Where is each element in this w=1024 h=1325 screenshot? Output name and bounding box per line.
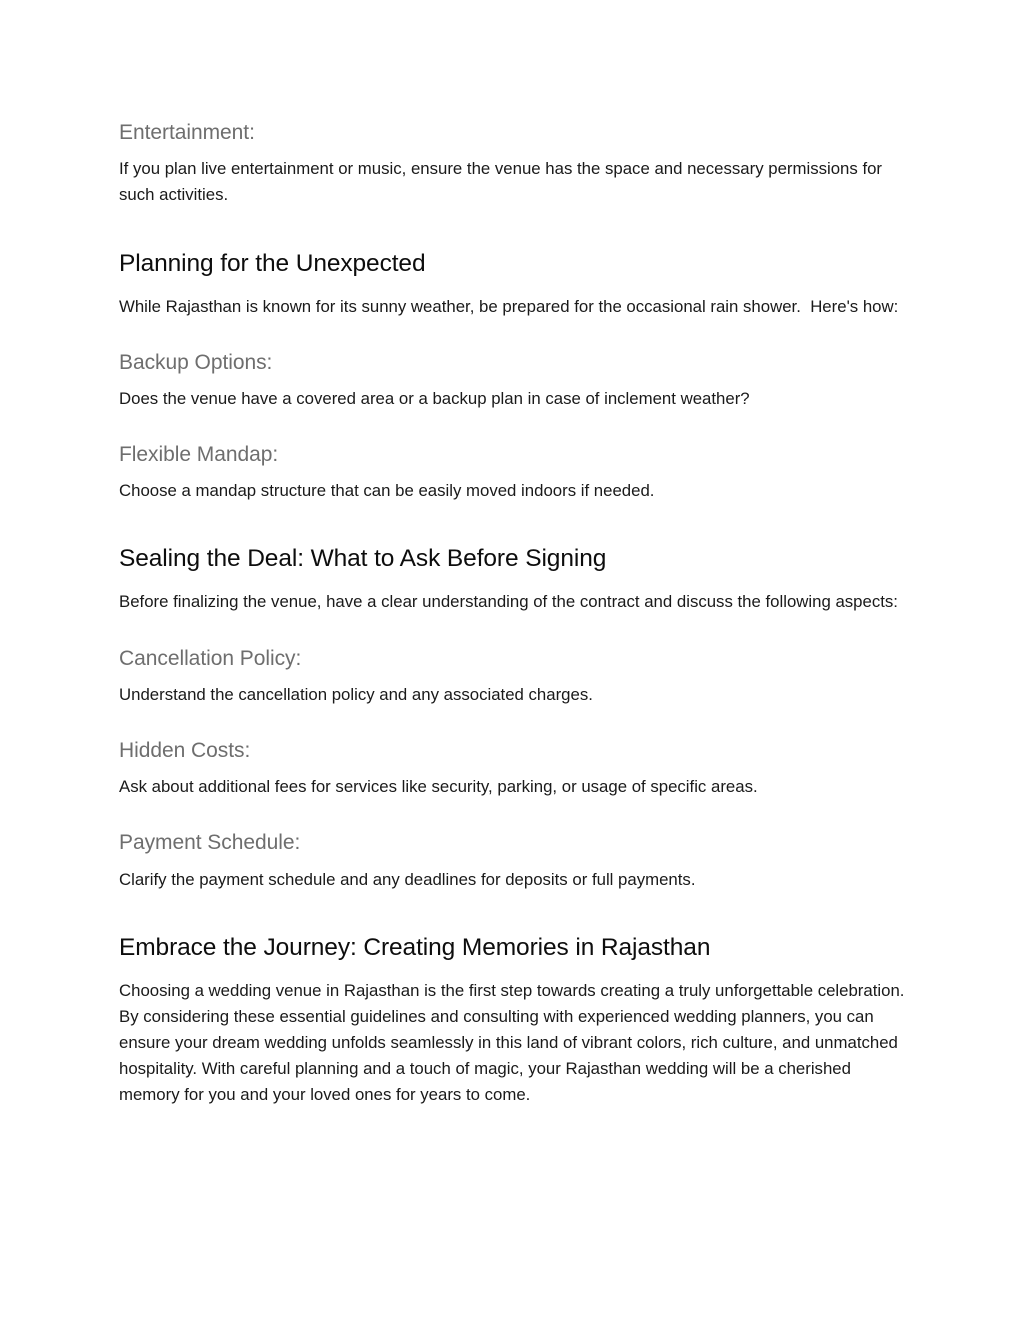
- block-spacer: [119, 467, 905, 478]
- block-spacer: [119, 763, 905, 774]
- heading-cancellation-policy: Cancellation Policy:: [119, 646, 302, 670]
- paragraph-entertainment: If you plan live entertainment or music, ensure the venue has the space and necessary permissions for such activities.: [119, 159, 887, 205]
- block-spacer: [119, 671, 905, 682]
- heading-hidden-costs: Hidden Costs:: [119, 738, 251, 762]
- heading-entertainment: Entertainment:: [119, 121, 255, 144]
- paragraph-hidden-costs: Ask about additional fees for services like security, parking, or usage of specific areas.: [119, 777, 758, 797]
- block-spacer: [119, 616, 905, 646]
- document-body: [119, 120, 910, 1109]
- block-spacer: [119, 209, 905, 250]
- block-spacer: [119, 800, 905, 830]
- heading-backup-options: Backup Options:: [119, 350, 273, 374]
- paragraph-planning-intro: While Rajasthan is known for its sunny weather, be prepared for the occasional rain shower. Here's how:: [119, 296, 899, 316]
- heading-planning-for-the-unexpected: Planning for the Unexpected: [119, 249, 426, 277]
- paragraph-cancellation-policy: Understand the cancellation policy and any associated charges.: [119, 684, 593, 704]
- heading-flexible-mandap: Flexible Mandap:: [119, 443, 279, 467]
- heading-sealing-the-deal: Sealing the Deal: What to Ask Before Signing: [119, 545, 607, 573]
- paragraph-flexible-mandap: Choose a mandap structure that can be easily moved indoors if needed.: [119, 481, 655, 501]
- block-spacer: [119, 856, 905, 867]
- block-spacer: [119, 574, 905, 589]
- block-spacer: [119, 320, 905, 350]
- paragraph-embrace-the-journey: Choosing a wedding venue in Rajasthan is the first step towards creating a truly unforgettable celebration. By considering these essential guidelines and consulting with experienced wedding planners, you can ensure your dream wedding unfolds seamlessly in this land of vibrant colors, rich culture, and unmatched hospitality. With careful planning and a touch of magic, your Rajasthan wedding will be a cherished memory for you and your loved ones for years to come.: [119, 980, 910, 1105]
- block-spacer: [119, 412, 905, 442]
- heading-embrace-the-journey: Embrace the Journey: Creating Memories in Rajasthan: [119, 933, 711, 961]
- paragraph-payment-schedule: Clarify the payment schedule and any deadlines for deposits or full payments.: [119, 869, 696, 889]
- block-spacer: [119, 145, 905, 156]
- block-spacer: [119, 708, 905, 738]
- block-spacer: [119, 963, 905, 978]
- block-spacer: [119, 893, 905, 934]
- block-spacer: [119, 375, 905, 386]
- paragraph-backup-options: Does the venue have a covered area or a backup plan in case of inclement weather?: [119, 388, 750, 408]
- block-spacer: [119, 279, 905, 294]
- paragraph-sealing-the-deal-intro: Before finalizing the venue, have a clear understanding of the contract and discuss the following aspects:: [119, 592, 898, 612]
- block-spacer: [119, 504, 905, 545]
- heading-payment-schedule: Payment Schedule:: [119, 831, 301, 855]
